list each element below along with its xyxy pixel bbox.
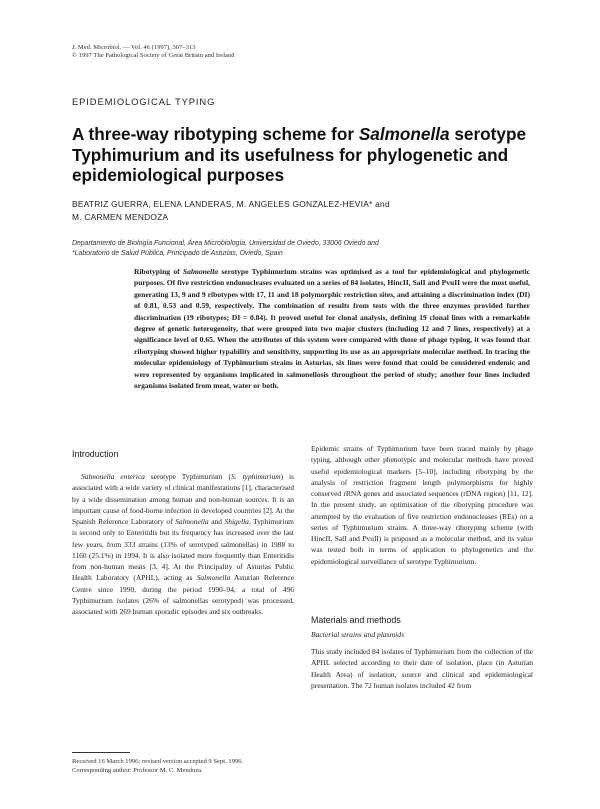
intro-italic-5: Salmonella bbox=[196, 573, 231, 583]
journal-citation bbox=[72, 44, 235, 61]
intro-text-5: Asturian Reference Centre since 1990, during the period 1990–94, a total of 496 Typhimurium isolates (26% of salmonellas serotyped) was processed, associated with 269 human sporadic episodes and six outbreaks. bbox=[72, 573, 295, 616]
title-italic-genus: Salmonella bbox=[358, 124, 450, 144]
affiliation bbox=[72, 239, 532, 259]
footnote-received: Received 16 March 1996; revised version accepted 9 Sept. 1996. bbox=[72, 758, 244, 765]
bacterial-strains-subheading: Bacterial strains and plasmids bbox=[311, 630, 405, 639]
title-part-2: serotype Typhimurium and its usefulness for phylogenetic and epidemiological purposes bbox=[72, 124, 527, 186]
right-column bbox=[311, 443, 533, 567]
section-label: EPIDEMIOLOGICAL TYPING bbox=[72, 96, 216, 107]
abstract-body: serotype Typhimurium strains was optimised as a tool for epidemiological and phylogenetic purposes. Of five restriction endonucleases evaluated on a series of 84 isolates, HincII, SalI and PvuII were the most useful, generating 13, 9 and 9 ribotypes with 17, 11 and 18 polymorphic restriction sites, and attaining a discrimination index (DI) of 0.81, 0.53 and 0.59, respectively. The combination of results from tests with the three enzymes provided further discrimination (19 ribotypes; DI = 0.84). It proved useful for clonal analysis, defining 19 clonal lines with a remarkable degree of genetic heterogeneity, that were grouped into two major clusters (including 12 and 7 lines, respectively) at a significance level of 0.65. When the attributes of this system were compared with those of phage typing, it was found that ribotyping showed higher typability and sensitivity, supporting its use as an appropriate molecular method. In tracing the molecular epidemiology of Typhimurium strains in Asturias, six lines were found that could be considered endemic and were represented by organisms implicated in salmonellosis throughout the period of study; another four lines included organisms isolated from meat, water or both. bbox=[134, 267, 530, 391]
abstract-lead: Ribotyping of bbox=[134, 267, 183, 276]
abstract bbox=[134, 266, 530, 391]
intro-italic-1: Salmonella enterica bbox=[81, 472, 145, 481]
abstract-italic-genus: Salmonella bbox=[182, 267, 219, 276]
intro-text-3: and bbox=[208, 517, 225, 526]
materials-methods-heading: Materials and methods bbox=[311, 615, 401, 625]
author-line-2: M. CARMEN MENDOZA bbox=[72, 211, 169, 222]
footnote-rule bbox=[72, 752, 130, 753]
materials-methods-paragraph: This study included 84 isolates of Typhimurium from the collection of the APHL selected according to their date of isolation, place (in Asturian Health Area) of isolation, source and clinical and epidemiological presentation. The 72 human isolates included 42 from bbox=[311, 647, 533, 690]
materials-methods-column bbox=[311, 646, 533, 691]
journal-citation-line-1: J. Med. Microbiol. — Vol. 46 (1997), 307–313 bbox=[72, 44, 196, 51]
intro-italic-4: Shigella bbox=[224, 517, 249, 526]
author-line-1: BEATRIZ GUERRA, ELENA LANDERAS, M. ANGELES GONZALEZ-HEVIA* and bbox=[72, 199, 390, 209]
intro-text-1: serotype Typhimurium ( bbox=[144, 472, 232, 481]
journal-copyright-line: © 1997 The Pathological Society of Great Britain and Ireland bbox=[72, 52, 235, 60]
introduction-column bbox=[72, 471, 294, 617]
title-part-1: A three-way ribotyping scheme for bbox=[72, 124, 359, 144]
intro-text-4: , Typhimurium is second only to Enteritidis but its frequency has increased over the last few years, from 333 strains (13% of serotyped salmonellas) in 1988 to 1160 (25.1%) in 1994. It is also isolated more frequently than Enteritidis from non-human meats [3, 4]. At the Principality of Asturias Public Health Laboratory (APHL), acting as bbox=[72, 517, 294, 583]
footnote bbox=[72, 757, 297, 776]
article-title bbox=[72, 124, 542, 186]
right-column-paragraph-1: Epidemic strains of Typhimurium have been traced mainly by phage typing, although other phenotypic and molecular methods have proved useful epidemiological markers [5–10], including ribotyping by the analysis of restriction fragment length polymorphisms for highly conserved rRNA genes and associated sequences (rDNA region) [11, 12]. In the present study, an optimisation of the ribotyping procedure was attempted by the evaluation of five restriction endonucleases (REs) on a series of Typhimurium strains. A three-way ribotyping scheme (with HincII, SalI and PvuII) is proposed as a molecular method, and its value was tested both in terms of application to phylogenetics and the epidemiological surveillance of serotype Typhimurium. bbox=[311, 444, 533, 566]
introduction-heading: Introduction bbox=[72, 449, 119, 459]
author-list bbox=[72, 198, 502, 223]
affiliation-line-1: Departamento de Biología Funcional, Área Microbiología, Universidad de Oviedo, 33006 Oviedo and bbox=[72, 240, 379, 247]
introduction-paragraph bbox=[72, 471, 294, 617]
footnote-corresponding-author: Corresponding author: Professor M. C. Mendoza. bbox=[72, 767, 203, 775]
intro-italic-2: S. typhimurium bbox=[231, 472, 281, 481]
intro-text-2: ) is associated with a wide variety of clinical manifestations [1], characterised by a wide dissemination among human and non-human sources. It is an important cause of food-borne infection in developed countries [2]. At the Spanish Reference Laboratory of bbox=[72, 472, 294, 526]
affiliation-line-2: *Laboratorio de Salud Pública, Principado de Asturias, Oviedo, Spain bbox=[72, 249, 283, 257]
intro-italic-3: Salmonella bbox=[175, 517, 209, 526]
